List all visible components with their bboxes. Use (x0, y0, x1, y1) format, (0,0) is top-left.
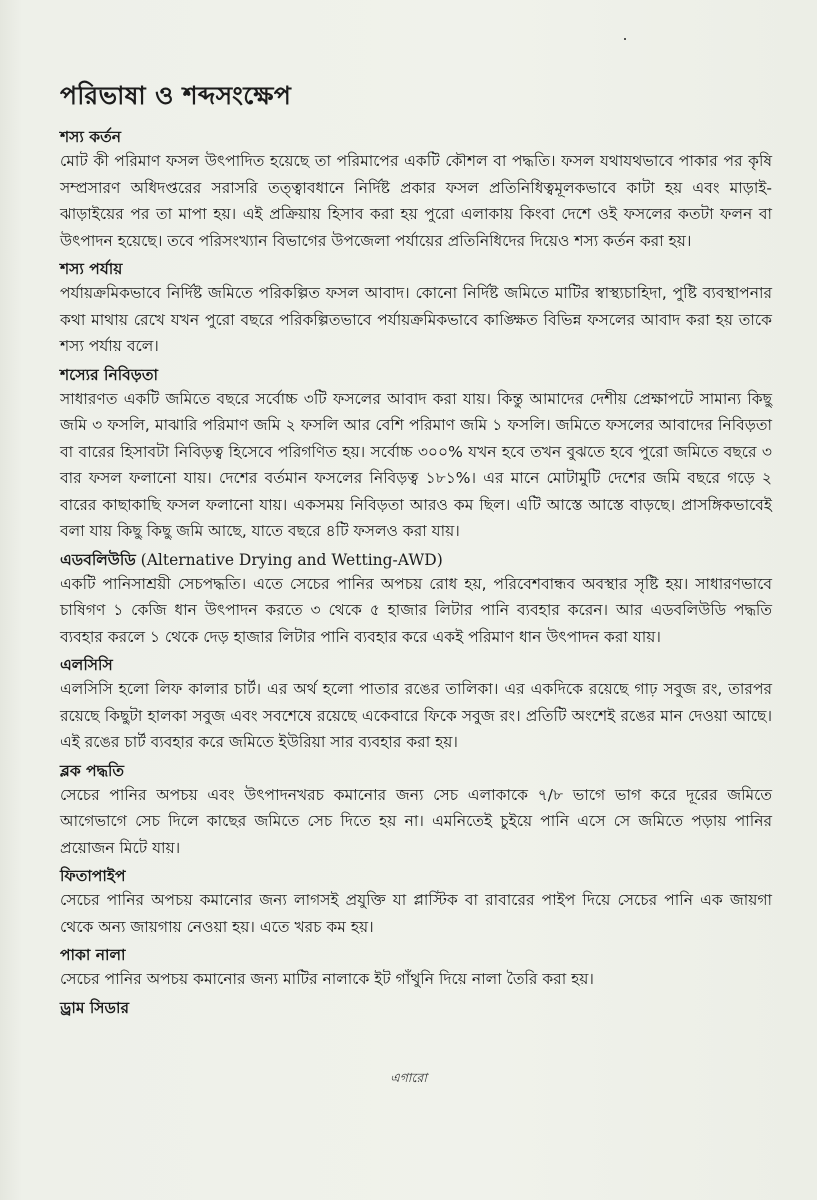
section-body: সাধারণত একটি জমিতে বছরে সর্বোচ্চ ৩টি ফসলের আবাদ করা যায়। কিন্তু আমাদের দেশীয় প্রেক্ষাপটে সামান্য কিছু জমি ৩ ফসলি, মাঝারি পরিমাণ জমি ২ ফসলি আর বেশি পরিমাণ জমি ১ ফসলি। জমিতে ফসলের আবাদের নিবিড়তা বা বারের হিসাবটা নিবিড়ত্ব হিসেবে পরিগণিত হয়। সর্বোচ্চ ৩০০% যখন হবে তখন বুঝতে হবে পুরো জমিতে বছরে ৩ বার ফসল ফলানো যায়। দেশের বর্তমান ফসলের নিবিড়ত্ব ১৮১%। এর মানে মোটামুটি দেশের জমি বছরে গড়ে ২ বারের কাছাকাছি ফসল ফলানো যায়। একসময় নিবিড়তা আরও কম ছিল। এটি আস্তে আস্তে বাড়ছে। প্রাসঙ্গিকভাবেই বলা যায় কিছু কিছু জমি আছে, যাতে বছরে ৪টি ফসলও করা যায়। (60, 389, 772, 540)
section-ribbon-pipe (60, 865, 772, 940)
section-awd (60, 549, 772, 651)
section-body: সেচের পানির অপচয় এবং উৎপাদনখরচ কমানোর জন্য সেচ এলাকাকে ৭/৮ ভাগে ভাগ করে দূরের জমিতে আগেভাগে সেচ দিলে কাছের জমিতে সেচ দিতে হয় না। এমনিতেই চুইয়ে পানি এসে সে জমিতে পড়ায় পানির প্রয়োজন মিটে যায়। (60, 785, 772, 857)
section-heading-text: ব্লক পদ্ধতি (60, 761, 125, 780)
section-heading (60, 944, 772, 966)
section-heading-text: শস্য কর্তন (60, 128, 122, 146)
section-body: এলসিসি হলো লিফ কালার চার্ট। এর অর্থ হলো পাতার রঙের তালিকা। এর একদিকে রয়েছে গাঢ় সবুজ রং, তারপর রয়েছে কিছুটা হালকা সবুজ এবং সবশেষে রয়েছে একেবারে ফিকে সবুজ রং। প্রতিটি অংশেই রঙের মান দেওয়া আছে। এই রঙের চার্ট ব্যবহার করে জমিতে ইউরিয়া সার ব্যবহার করা হয়। (60, 680, 772, 751)
section-crop-rotation (60, 258, 772, 360)
section-heading-text: ড্রাম সিডার (60, 998, 129, 1017)
section-crop-cutting (60, 126, 772, 254)
section-body: মোট কী পরিমাণ ফসল উৎপাদিত হয়েছে তা পরিমাপের একটি কৌশল বা পদ্ধতি। ফসল যথাযথভাবে পাকার পর কৃষি সম্প্রসারণ অধিদপ্তরের সরাসরি তত্ত্বাবধানে নির্দিষ্ট প্রকার ফসল প্রতিনিধিত্বমূলকভাবে কাটা হয় এবং মাড়াই-ঝাড়াইয়ের পর তা মাপা হয়। এই প্রক্রিয়ায় হিসাব করা হয় পুরো এলাকায় কিংবা দেশে ওই ফসলের কতটা ফলন বা উৎপাদন হয়েছে। তবে পরিসংখ্যান বিভাগের উপজেলা পর্যায়ের প্রতিনিধিদের দিয়েও শস্য কর্তন করা হয়। (60, 152, 772, 250)
section-heading (60, 258, 772, 280)
page-number: এগারো (390, 1070, 427, 1085)
section-drum-seeder (60, 997, 772, 1019)
section-crop-intensity (60, 364, 772, 545)
section-heading (60, 654, 772, 676)
section-heading-text: এলসিসি (60, 656, 113, 674)
section-heading-text: এডবলিউডি (60, 550, 136, 569)
section-heading (60, 364, 772, 386)
speck-mark (624, 38, 626, 40)
section-heading-text: ফিতাপাইপ (60, 867, 126, 885)
section-heading-latin: (Alternative Drying and Wetting-AWD) (135, 550, 443, 569)
section-heading-text: পাকা নালা (60, 946, 126, 964)
section-heading (60, 126, 772, 148)
section-body: একটি পানিসাশ্রয়ী সেচপদ্ধতি। এতে সেচের পানির অপচয় রোধ হয়, পরিবেশবান্ধব অবস্থার সৃষ্টি হয়। সাধারণভাবে চাষিগণ ১ কেজি ধান উৎপাদন করতে ৩ থেকে ৫ হাজার লিটার পানি ব্যবহার করেন। আর এডবলিউডি পদ্ধতি ব্যবহার করলে ১ থেকে দেড় হাজার লিটার পানি ব্যবহার করে একই পরিমাণ ধান উৎপাদন করা যায়। (60, 574, 772, 646)
section-heading (60, 760, 772, 782)
section-heading (60, 997, 772, 1019)
glossary-content (60, 78, 772, 1019)
section-heading-text: শস্য পর্যায় (60, 260, 123, 278)
section-body: সেচের পানির অপচয় কমানোর জন্য লাগসই প্রযুক্তি যা প্লাস্টিক বা রাবারের পাইপ দিয়ে সেচের পানি এক জায়গা থেকে অন্য জায়গায় নেওয়া হয়। এতে খরচ কম হয়। (60, 891, 772, 936)
section-heading (60, 549, 772, 571)
section-block-method (60, 760, 772, 862)
section-pucca-drain (60, 944, 772, 993)
section-heading (60, 865, 772, 887)
section-body: সেচের পানির অপচয় কমানোর জন্য মাটির নালাকে ইট গাঁথুনি দিয়ে নালা তৈরি করা হয়। (60, 970, 594, 988)
page-title: পরিভাষা ও শব্দসংক্ষেপ (60, 81, 292, 110)
section-heading-text: শস্যের নিবিড়তা (60, 365, 158, 384)
section-lcc (60, 654, 772, 756)
section-body: পর্যায়ক্রমিকভাবে নির্দিষ্ট জমিতে পরিকল্পিত ফসল আবাদ। কোনো নির্দিষ্ট জমিতে মাটির স্বাস্থ্যচাহিদা, পুষ্টি ব্যবস্থাপনার কথা মাথায় রেখে যখন পুরো বছরে পরিকল্পিতভাবে পর্যায়ক্রমিকভাবে কাঙ্ক্ষিত বিভিন্ন ফসলের আবাদ করা হয় তাকে শস্য পর্যায় বলে। (60, 284, 772, 355)
